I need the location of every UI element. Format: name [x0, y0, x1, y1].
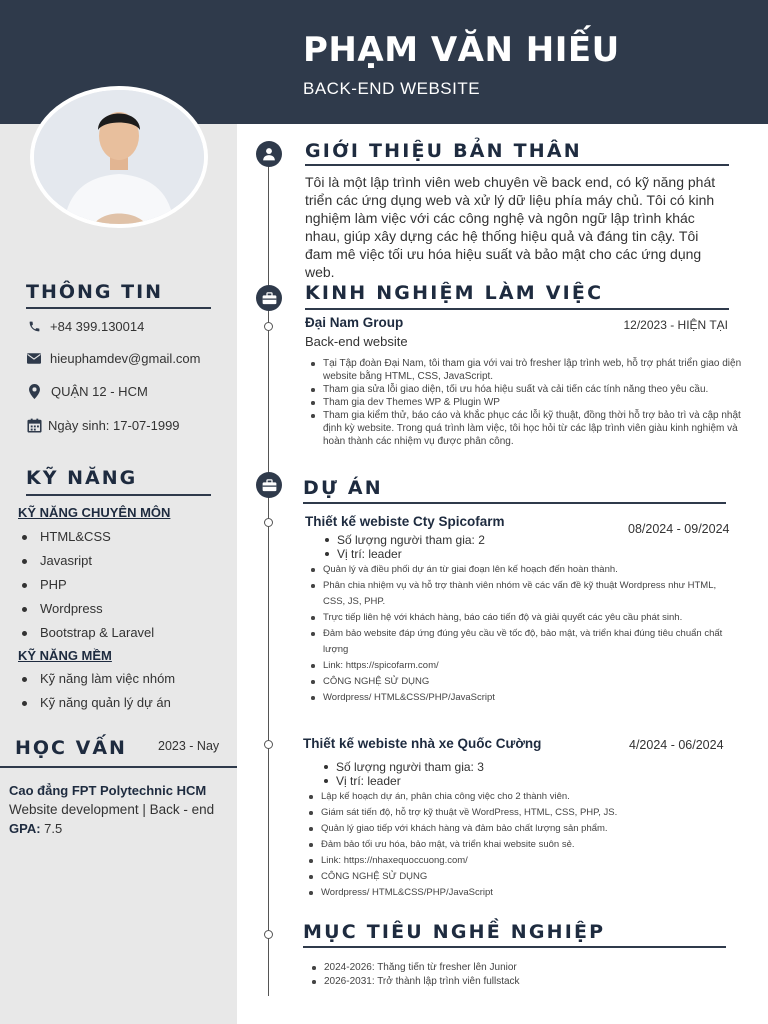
gpa-value: 7.5	[44, 821, 63, 836]
briefcase-icon	[256, 472, 282, 498]
avatar	[30, 86, 208, 228]
timeline-dot	[264, 740, 273, 749]
list-item: Wordpress/ HTML&CSS/PHP/JavaScript	[303, 885, 723, 901]
project-title: Thiết kế webiste nhà xe Quốc Cường	[303, 736, 542, 751]
timeline-dot	[264, 518, 273, 527]
list-item: Wordpress/ HTML&CSS/PHP/JavaScript	[305, 690, 725, 706]
list-item: Đảm bảo tối ưu hóa, bảo mật, và triển khai website suôn sẻ.	[303, 837, 723, 853]
list-item: Kỹ năng làm việc nhóm	[22, 667, 175, 691]
briefcase-icon	[256, 285, 282, 311]
skills-divider	[26, 494, 211, 496]
project-date: 08/2024 - 09/2024	[628, 522, 730, 536]
goals-heading: MỤC TIÊU NGHỀ NGHIỆP	[303, 921, 606, 943]
education-major: Website development | Back - end	[9, 802, 215, 817]
list-item: 2024-2026: Thăng tiến từ fresher lên Junior	[306, 961, 726, 975]
about-text: Tôi là một lập trình viên web chuyên về back end, có kỹ năng phát triển các ứng dụng web và xử lý dữ liệu phía máy chủ. Tôi có kinh nghiệm làm việc với các công nghệ và ngôn ngữ lập trình khác nhau, giúp xây dựng các hệ thống hiệu quả và đáng tin cậy. Tôi đam mê việc tối ưu hóa hiệu suất và bảo mật cho các ứng dụng web.	[305, 174, 716, 280]
project-title: Thiết kế webiste Cty Spicofarm	[305, 514, 505, 529]
education-gpa	[9, 821, 62, 836]
list-item: Tham gia sửa lỗi giao diện, tối ưu hóa hiệu suất và cải tiến các tính năng theo yêu cầu.	[305, 383, 749, 396]
location-pin-icon	[26, 383, 42, 399]
project-meta	[322, 533, 485, 561]
list-item: Vị trí: leader	[321, 774, 484, 788]
calendar-icon	[26, 417, 42, 433]
phone-row	[26, 318, 144, 334]
education-school: Cao đẳng FPT Polytechnic HCM	[9, 783, 207, 798]
list-item: Đảm bảo website đáp ứng đúng yêu cầu về tốc độ, bảo mật, và triển khai đúng tiêu chuẩn chất lượng	[305, 626, 725, 658]
list-item: 2026-2031: Trở thành lập trình viên fullstack	[306, 975, 726, 989]
info-divider	[26, 307, 211, 309]
list-item: Wordpress	[22, 597, 154, 621]
list-item: Quản lý giao tiếp với khách hàng và đảm bảo chất lượng sản phẩm.	[303, 821, 723, 837]
soft-skills-list	[22, 667, 175, 715]
job-date: 12/2023 - HIỆN TẠI	[623, 318, 728, 332]
email-text: hieuphamdev@gmail.com	[50, 350, 201, 366]
projects-divider	[303, 502, 726, 504]
list-item: Quản lý và điều phối dự án từ giai đoạn lên kế hoạch đến hoàn thành.	[305, 562, 725, 578]
gpa-label: GPA:	[9, 821, 41, 836]
job-company: Đại Nam Group	[305, 315, 404, 330]
about-divider	[305, 164, 729, 166]
person-icon	[256, 141, 282, 167]
project-date: 4/2024 - 06/2024	[629, 738, 724, 752]
timeline-dot	[264, 322, 273, 331]
education-heading: HỌC VẤN	[15, 737, 127, 759]
list-item: Kỹ năng quản lý dự án	[22, 691, 175, 715]
goals-list	[306, 961, 726, 989]
list-item: Link: https://nhaxequoccuong.com/	[303, 853, 723, 869]
hard-skills-heading: KỸ NĂNG CHUYÊN MÔN	[18, 505, 171, 520]
list-item: Javasript	[22, 549, 154, 573]
skills-heading: KỸ NĂNG	[26, 467, 138, 489]
list-item: HTML&CSS	[22, 525, 154, 549]
location-row	[26, 383, 148, 399]
sidebar	[0, 124, 237, 1024]
experience-bullets	[305, 357, 749, 448]
mail-icon	[26, 350, 42, 366]
job-role: Back-end website	[305, 334, 408, 349]
education-divider	[0, 766, 237, 768]
list-item: Bootstrap & Laravel	[22, 621, 154, 645]
timeline-dot	[264, 930, 273, 939]
birthday-row	[26, 417, 180, 433]
list-item: Lập kế hoạch dự án, phân chia công việc cho 2 thành viên.	[303, 789, 723, 805]
list-item: Tham gia dev Themes WP & Plugin WP	[305, 396, 749, 409]
list-item: Tham gia kiểm thử, báo cáo và khắc phục các lỗi kỹ thuật, đồng thời hỗ trợ bảo trì và cập nhật định kỳ website. Trong quá trình làm việc, tôi học hỏi từ các lập trình viên giàu kinh nghiệm và hoàn thành các nhiệm vụ được phân công.	[305, 409, 749, 448]
list-item: CÔNG NGHỆ SỬ DỤNG	[305, 674, 725, 690]
info-heading: THÔNG TIN	[26, 281, 164, 303]
hard-skills-list	[22, 525, 154, 645]
projects-heading: DỰ ÁN	[303, 477, 383, 499]
experience-heading: KINH NGHIỆM LÀM VIỆC	[305, 282, 604, 304]
list-item: Giám sát tiến độ, hỗ trợ kỹ thuật về WordPress, HTML, CSS, PHP, JS.	[303, 805, 723, 821]
profile-photo	[34, 90, 204, 224]
project-meta	[321, 760, 484, 788]
phone-icon	[26, 318, 42, 334]
list-item: PHP	[22, 573, 154, 597]
about-heading: GIỚI THIỆU BẢN THÂN	[305, 140, 582, 162]
goals-divider	[303, 946, 726, 948]
list-item: Phân chia nhiệm vụ và hỗ trợ thành viên nhóm về các vấn đề kỹ thuật Wordpress như HTML, CSS, JS, PHP.	[305, 578, 725, 610]
list-item: Số lượng người tham gia: 2	[322, 533, 485, 547]
job-title: BACK-END WEBSITE	[303, 79, 481, 98]
project-bullets	[305, 562, 725, 706]
list-item: Trực tiếp liên hệ với khách hàng, báo cáo tiến độ và giải quyết các yêu cầu phát sinh.	[305, 610, 725, 626]
list-item: Vị trí: leader	[322, 547, 485, 561]
email-row	[26, 350, 201, 366]
birthday-text: Ngày sinh: 17-07-1999	[48, 417, 180, 433]
project-bullets	[303, 789, 723, 901]
location-text: QUẬN 12 - HCM	[51, 383, 148, 399]
list-item: Link: https://spicofarm.com/	[305, 658, 725, 674]
education-period: 2023 - Nay	[158, 739, 220, 753]
list-item: Số lượng người tham gia: 3	[321, 760, 484, 774]
list-item: Tại Tập đoàn Đại Nam, tôi tham gia với vai trò fresher lập trình web, hỗ trợ phát triển giao diện website bằng HTML, CSS, JavaScript.	[305, 357, 749, 383]
candidate-name: PHẠM VĂN HIẾU	[303, 30, 620, 70]
soft-skills-heading: KỸ NĂNG MỀM	[18, 648, 112, 663]
phone-text: +84 399.130014	[50, 318, 145, 334]
list-item: CÔNG NGHỆ SỬ DỤNG	[303, 869, 723, 885]
experience-divider	[305, 308, 729, 310]
